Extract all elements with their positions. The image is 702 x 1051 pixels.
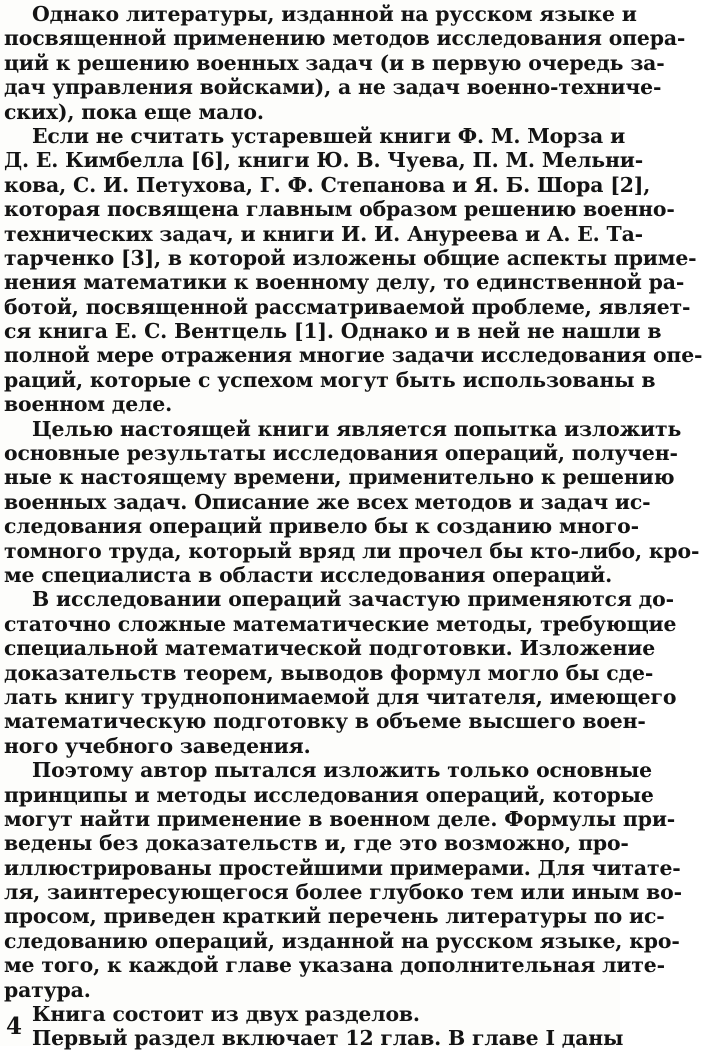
text-line: дач управления войсками), а не задач военно-техниче- [4, 75, 662, 100]
text-line: ских), пока еще мало. [4, 99, 264, 124]
paragraph [4, 587, 677, 758]
text-line: ме специалиста в области исследования операций. [4, 562, 613, 587]
text-line: военных задач. Описание же всех методов и задач ис- [4, 489, 651, 514]
text-line: лать книгу труднопонимаемой для читателя, имеющего [4, 684, 677, 709]
text-line: ля, заинтересующегося более глубоко тем или иным во- [4, 880, 682, 905]
text-line: нения математики к военному делу, то единственной ра- [4, 270, 685, 295]
text-line: Целью настоящей книги является попытка изложить [32, 416, 682, 441]
text-line: ся книга Е. С. Вентцель [1]. Однако и в ней не нашли в [4, 319, 662, 344]
text-line: ного учебного заведения. [4, 733, 311, 758]
text-line: томного труда, который вряд ли прочел бы кто-либо, кро- [4, 538, 700, 563]
text-line: ратура. [4, 977, 91, 1002]
paragraph [4, 758, 682, 1002]
text-line: специальной математической подготовки. Изложение [4, 636, 656, 661]
text-line: математическую подготовку в объеме высшего воен- [4, 709, 646, 734]
text-line: иллюстрированы простейшими примерами. Для читате- [4, 855, 681, 880]
text-line: могут найти применение в военном деле. Формулы при- [4, 806, 676, 831]
text-line: ботой, посвященной рассматриваемой проблеме, являет- [4, 294, 691, 319]
paragraph [4, 1002, 616, 1026]
text-line: ные к настоящему времени, применительно к решению [4, 465, 675, 490]
text-line: посвященной применению методов исследования опера- [4, 26, 686, 51]
paragraph [4, 416, 700, 588]
text-line: просом, приведен краткий перечень литературы по ис- [4, 904, 665, 929]
body-text [4, 2, 702, 1051]
text-line: Однако литературы, изданной на русском языке и [32, 2, 637, 26]
text-line: основные результаты исследования операций, получен- [4, 441, 678, 466]
text-line: Первый раздел включает 12 глав. В главе I даны [32, 1026, 624, 1051]
paragraph [4, 123, 702, 417]
text-line: ведены без доказательств и, где это возможно, про- [4, 831, 629, 856]
page-number: 4 [6, 1013, 23, 1040]
text-line: технических задач, и книги И. И. Ануреева и А. Е. Та- [4, 221, 643, 246]
text-line: ций к решению военных задач (и в первую очередь за- [4, 50, 665, 75]
text-line: следованию операций, изданной на русском языке, кро- [4, 928, 680, 953]
text-line: раций, которые с успехом могут быть использованы в [4, 367, 656, 392]
text-line: которая посвящена главным образом решению военно- [4, 197, 675, 222]
text-line: Поэтому автор пытался изложить только основные [32, 758, 652, 783]
text-line: военном деле. [4, 392, 173, 417]
paragraph [4, 1026, 624, 1051]
text-line: кова, С. И. Петухова, Г. Ф. Степанова и Я. Б. Шора [2], [4, 172, 651, 197]
text-line: следования операций привело бы к созданию много- [4, 514, 639, 539]
text-line: Д. Е. Кимбелла [6], книги Ю. В. Чуева, П. М. Мельни- [4, 148, 644, 173]
text-line: В исследовании операций зачастую применяются до- [32, 587, 674, 612]
text-line: тарченко [3], в которой изложены общие аспекты приме- [4, 245, 697, 270]
text-line: Книга состоит из двух разделов. [32, 1002, 420, 1027]
paragraph [4, 2, 686, 124]
text-line: Если не считать устаревшей книги Ф. М. Морза и [32, 123, 626, 148]
text-line: статочно сложные математические методы, требующие [4, 611, 677, 636]
text-line: принципы и методы исследования операций, которые [4, 782, 654, 807]
text-line: доказательств теорем, выводов формул могло бы сде- [4, 660, 654, 685]
text-line: ме того, к каждой главе указана дополнительная лите- [4, 953, 665, 978]
text-line: полной мере отражения многие задачи исследования опе- [4, 343, 702, 368]
